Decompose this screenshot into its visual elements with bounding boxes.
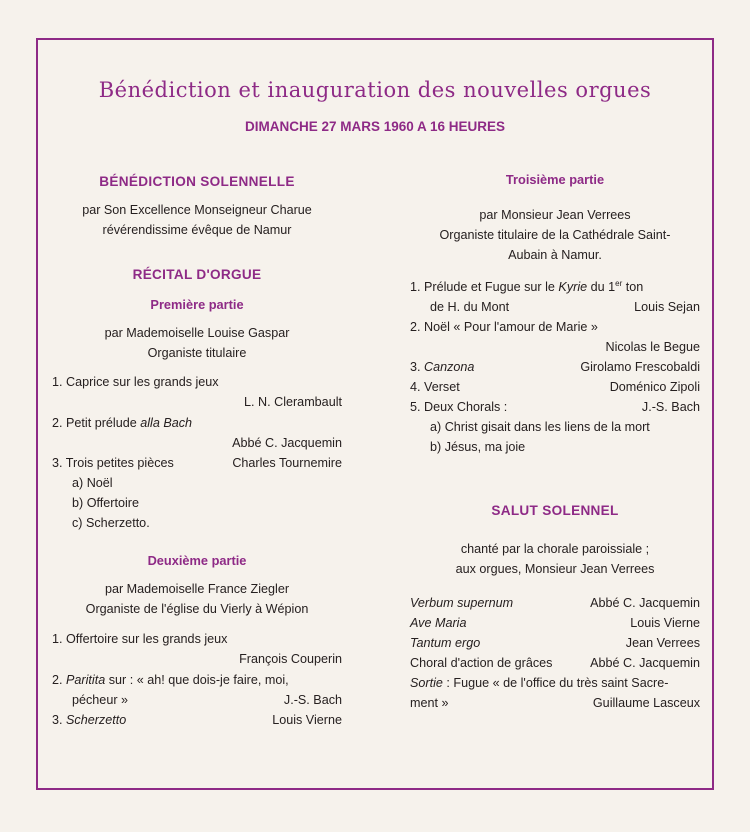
page-title: Bénédiction et inauguration des nouvelles orgues	[98, 78, 652, 102]
salut-heading: SALUT SOLENNEL	[491, 503, 619, 518]
part2-item-3-number: 3.	[52, 713, 67, 727]
salut-item-5-composer: Guillaume Lasceux	[592, 696, 700, 710]
salut-item-5-italic: Sortie	[410, 676, 443, 690]
salut-item-3	[410, 633, 700, 653]
part3-item-1-text-c: ton	[622, 280, 644, 294]
part3-item-1-text: 1. Prélude et Fugue sur le	[410, 280, 559, 294]
part3-item-1-italic: Kyrie	[558, 280, 588, 294]
part2-item-2-number: 2.	[52, 673, 67, 687]
salut-item-1-title: Verbum supernum	[410, 596, 514, 610]
part1-performer: par Mademoiselle Louise Gaspar	[104, 326, 290, 340]
part1-item-2-text: 2. Petit prélude	[52, 416, 141, 430]
right-column	[410, 170, 700, 713]
part1-item-2-italic: alla Bach	[140, 416, 193, 430]
salut-item-2-title: Ave Maria	[410, 616, 467, 630]
part1-item-1-title: 1. Caprice sur les grands jeux	[52, 375, 219, 389]
part3-item-3-italic: Canzona	[424, 360, 475, 374]
part2-item-2-line-2	[52, 690, 342, 710]
part3-item-4-title: 4. Verset	[410, 380, 460, 394]
salut-item-3-composer: Jean Verrees	[625, 636, 700, 650]
part1-item-3-b: b) Offertoire	[72, 496, 139, 510]
part2-item-2-text: sur : « ah! que dois-je faire, moi,	[105, 673, 289, 687]
salut-line-1: chanté par la chorale paroissiale ;	[460, 542, 650, 556]
part3-item-4	[410, 377, 700, 397]
part3-performer-role: Organiste titulaire de la Cathédrale Saint-	[439, 228, 671, 242]
event-date: DIMANCHE 27 MARS 1960 A 16 HEURES	[244, 119, 506, 134]
part3-item-5-title: 5. Deux Chorals :	[410, 400, 508, 414]
part2-item-2-composer: J.-S. Bach	[283, 693, 342, 707]
part1-item-3-composer: Charles Tournemire	[232, 456, 342, 470]
part2-item-3-title	[52, 710, 126, 730]
salut-item-5-line-2	[410, 693, 700, 713]
part1-item-2-composer: Abbé C. Jacquemin	[232, 436, 342, 450]
part3-item-5-a: a) Christ gisait dans les liens de la mort	[430, 420, 650, 434]
part3-item-5-b: b) Jésus, ma joie	[430, 440, 526, 454]
part3-item-2-title: 2. Noël « Pour l'amour de Marie »	[410, 320, 598, 334]
part1-item-3-a: a) Noël	[72, 476, 113, 490]
salut-item-1	[410, 593, 700, 613]
part3-item-2-composer: Nicolas le Begue	[605, 340, 700, 354]
part3-item-3-title	[410, 357, 474, 377]
part1-item-3-c: c) Scherzetto.	[72, 516, 150, 530]
part2-performer: par Mademoiselle France Ziegler	[104, 582, 290, 596]
part3-item-5	[410, 397, 700, 417]
salut-item-4	[410, 653, 700, 673]
part3-item-3-composer: Girolamo Frescobaldi	[580, 360, 700, 374]
benediction-line-2: révérendissime évêque de Namur	[102, 223, 292, 237]
part2-item-2-continuation: pécheur »	[72, 693, 129, 707]
salut-item-5-text: : Fugue « de l'office du très saint Sacre-	[442, 676, 669, 690]
part3-heading: Troisième partie	[505, 172, 605, 187]
part2-item-1-composer: François Couperin	[239, 652, 342, 666]
part2-item-1-title: 1. Offertoire sur les grands jeux	[52, 632, 228, 646]
salut-item-4-composer: Abbé C. Jacquemin	[590, 656, 700, 670]
part3-item-4-composer: Doménico Zipoli	[609, 380, 700, 394]
part2-item-3	[52, 710, 342, 730]
left-column	[52, 172, 342, 730]
part2-item-3-composer: Louis Vierne	[272, 713, 342, 727]
part3-item-1-line-2	[410, 297, 700, 317]
benediction-heading: BÉNÉDICTION SOLENNELLE	[99, 174, 295, 189]
part1-item-2-title	[52, 413, 342, 433]
benediction-line-1: par Son Excellence Monseigneur Charue	[82, 203, 312, 217]
part1-item-3	[52, 453, 342, 473]
part3-performer-place: Aubain à Namur.	[508, 248, 602, 262]
part2-item-3-italic: Scherzetto	[66, 713, 127, 727]
part3-item-1-continuation: de H. du Mont	[430, 300, 510, 314]
part3-item-1-text-b: du 1	[587, 280, 616, 294]
part3-performer: par Monsieur Jean Verrees	[479, 208, 631, 222]
part1-performer-role: Organiste titulaire	[147, 346, 247, 360]
part2-item-2-title	[52, 670, 342, 690]
part3-item-3-number: 3.	[410, 360, 425, 374]
part2-item-2-italic: Paritita	[66, 673, 106, 687]
part2-heading: Deuxième partie	[147, 553, 247, 568]
part1-item-3-title: 3. Trois petites pièces	[52, 456, 174, 470]
salut-line-2: aux orgues, Monsieur Jean Verrees	[455, 562, 655, 576]
salut-item-1-composer: Abbé C. Jacquemin	[590, 596, 700, 610]
part3-item-1-title	[410, 277, 700, 297]
salut-item-5-continuation: ment »	[410, 696, 449, 710]
part1-item-1-composer: L. N. Clerambault	[244, 395, 342, 409]
salut-item-2	[410, 613, 700, 633]
part3-item-1-composer: Louis Sejan	[634, 300, 700, 314]
salut-item-2-composer: Louis Vierne	[630, 616, 700, 630]
part1-heading: Première partie	[150, 297, 244, 312]
salut-item-4-title: Choral d'action de grâces	[410, 656, 553, 670]
salut-item-5-title	[410, 673, 700, 693]
part2-performer-role: Organiste de l'église du Vierly à Wépion	[85, 602, 309, 616]
part3-item-3	[410, 357, 700, 377]
recital-heading: RÉCITAL D'ORGUE	[132, 267, 262, 282]
salut-item-3-title: Tantum ergo	[410, 636, 481, 650]
part3-item-1-superscript: er	[615, 278, 623, 288]
part3-item-5-composer: J.-S. Bach	[641, 400, 700, 414]
